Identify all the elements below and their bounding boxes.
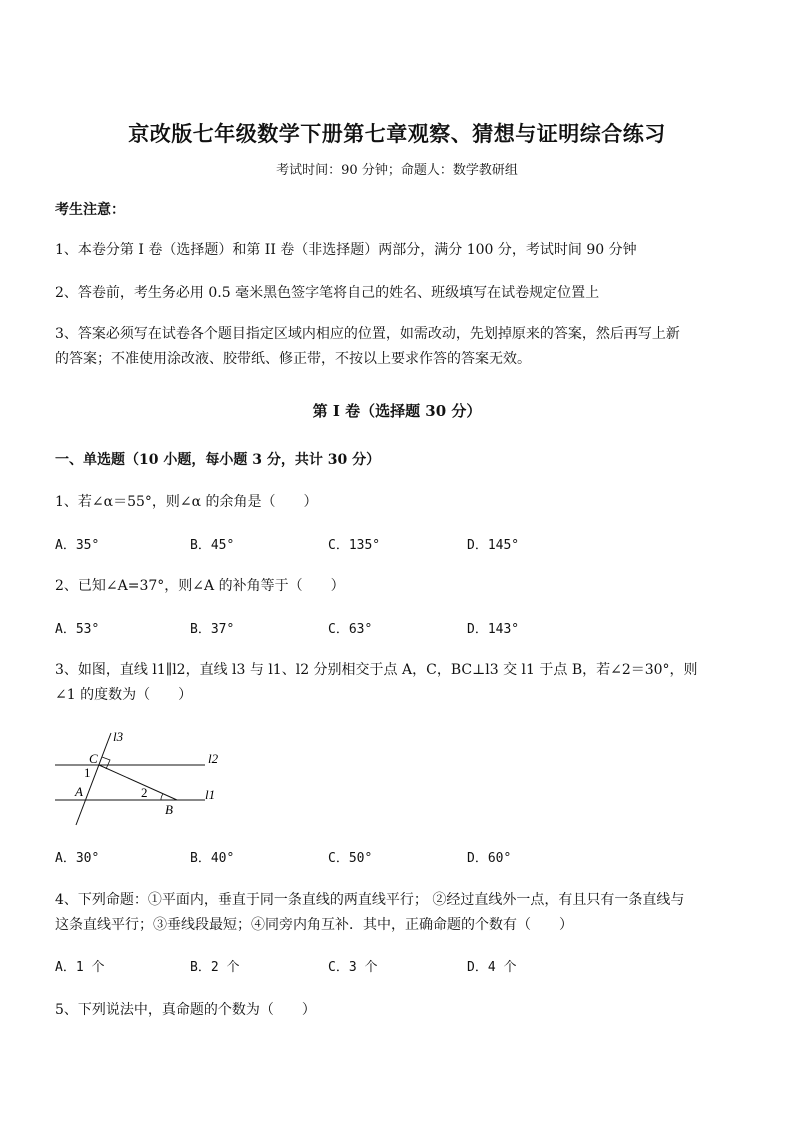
question-4-stem-cont: 这条直线平行；③垂线段最短；④同旁内角互补．其中，正确命题的个数有（ ） <box>55 917 573 933</box>
question-2-option-c: C．63° <box>328 622 373 637</box>
question-2-stem: 2、已知∠A=37°，则∠A 的补角等于（ ） <box>55 578 345 594</box>
question-3-option-d: D．60° <box>467 851 512 866</box>
page-title: 京改版七年级数学下册第七章观察、猜想与证明综合练习 <box>128 121 666 146</box>
segment-bc <box>99 765 177 800</box>
label-angle-2: 2 <box>141 785 148 800</box>
notice-heading: 考生注意： <box>55 202 125 218</box>
question-3-stem: 3、如图，直线 l1∥l2，直线 l3 与 l1、l2 分别相交于点 A，C，BC⊥l3 交 l1 于点 B，若∠2＝30°，则 <box>55 662 698 678</box>
question-2-option-d: D．143° <box>467 622 520 637</box>
label-angle-1: 1 <box>84 765 91 780</box>
line-l3 <box>76 733 111 825</box>
label-b: B <box>165 802 173 817</box>
notice-item-3-cont: 的答案；不准使用涂改液、胶带纸、修正带，不按以上要求作答的答案无效。 <box>55 351 531 367</box>
notice-item-2: 2、答卷前，考生务必用 0.5 毫米黑色签字笔将自己的姓名、班级填写在试卷规定位置上 <box>55 285 600 301</box>
question-4-option-c: C．3 个 <box>328 960 378 975</box>
label-c: C <box>89 751 98 766</box>
question-1-option-c: C．135° <box>328 538 381 553</box>
question-3-stem-cont: ∠1 的度数为（ ） <box>55 687 193 703</box>
question-1-option-b: B．45° <box>190 538 235 553</box>
question-1-stem: 1、若∠α＝55°，则∠α 的余角是（ ） <box>55 494 318 510</box>
section-heading: 一、单选题（10 小题，每小题 3 分，共计 30 分） <box>55 452 381 468</box>
part1-title: 第 I 卷（选择题 30 分） <box>312 402 482 420</box>
question-3-figure <box>55 726 235 828</box>
label-l2: l2 <box>208 751 219 766</box>
notice-item-3: 3、答案必须写在试卷各个题目指定区域内相应的位置，如需改动，先划掉原来的答案，然后再写上新 <box>55 326 680 342</box>
question-4-option-d: D．4 个 <box>467 960 517 975</box>
question-4-stem: 4、下列命题：①平面内，垂直于同一条直线的两直线平行； ②经过直线外一点，有且只有一条直线与 <box>55 892 685 908</box>
exam-subtitle: 考试时间：90 分钟；命题人：数学教研组 <box>276 163 518 178</box>
question-3-option-c: C．50° <box>328 851 373 866</box>
question-1-option-a: A．35° <box>55 538 100 553</box>
question-3-option-a: A．30° <box>55 851 100 866</box>
question-4-option-a: A．1 个 <box>55 960 105 975</box>
question-4-option-b: B．2 个 <box>190 960 240 975</box>
label-l3: l3 <box>113 729 124 744</box>
label-a: A <box>75 784 83 799</box>
question-3-option-b: B．40° <box>190 851 235 866</box>
question-1-option-d: D．145° <box>467 538 520 553</box>
notice-item-1: 1、本卷分第 I 卷（选择题）和第 II 卷（非选择题）两部分，满分 100 分，考试时间 90 分钟 <box>55 242 637 258</box>
question-5-stem: 5、下列说法中，真命题的个数为（ ） <box>55 1002 316 1018</box>
angle-2-arc <box>161 794 163 800</box>
question-2-option-a: A．53° <box>55 622 100 637</box>
label-l1: l1 <box>205 787 216 802</box>
question-2-option-b: B．37° <box>190 622 235 637</box>
